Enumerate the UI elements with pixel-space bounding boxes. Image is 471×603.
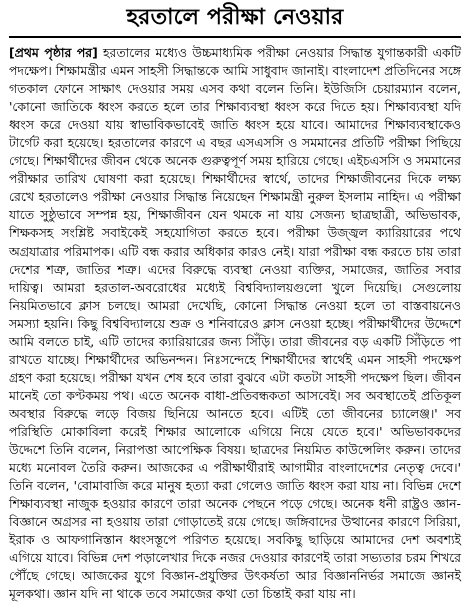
article-body [9,44,461,602]
article-headline: হরতালে পরীক্ষা নেওয়ার [126,5,344,30]
continuation-label: [প্রথম পৃষ্ঠার পর] [9,45,98,60]
article-body-text: হরতালের মধ্যেও উচ্চমাধ্যমিক পরীক্ষা নেওয়ার সিদ্ধান্ত যুগান্তকারী একটি পদক্ষেপ। শিক্ষামন্ত্রীর এমন সাহসী সিদ্ধান্তকে আমি সাধুবাদ জানাই। বাংলাদেশ প্রতিদিনের সঙ্গে গতকাল ফোনে সাক্ষাৎ দেওয়ার সময় এসব কথা বলেন তিনি। ইউজিসি চেয়ারম্যান বলেন, 'কোনো জাতিকে ধ্বংস করতে হলে তার শিক্ষাব্যবস্থা ধ্বংস করে দিতে হয়। শিক্ষাব্যবস্থা যদি ধ্বংস করে দেওয়া যায় স্বাভাবিকভাবেই জাতি ধ্বংস হয়ে যাবে। আমাদের শিক্ষাব্যবস্থাকেও টার্গেট করা হয়েছে। হরতালের কারণে এ বছর এসএসসি ও সমমানের প্রতিটি পরীক্ষা পিছিয়ে গেছে। শিক্ষার্থীদের জীবন থেকে অনেক গুরুত্বপূর্ণ সময় হারিয়ে গেছে। এইচএসসি ও সমমানের পরীক্ষার তারিখ ঘোষণা করা হয়েছে। শিক্ষার্থীদের স্বার্থে, তাদের শিক্ষাজীবনের দিকে লক্ষ্য রেখে হরতালেও পরীক্ষা নেওয়ার সিদ্ধান্ত নিয়েছেন শিক্ষামন্ত্রী নুরুল ইসলাম নাহিদ। এ পরীক্ষা যাতে সুষ্ঠুভাবে সম্পন্ন হয়, শিক্ষাজীবন যেন থমকে না যায় সেজন্য ছাত্রছাত্রী, অভিভাবক, শিক্ষকসহ সংশ্লিষ্ট সবাইকেই সহযোগিতা করতে হবে। পরীক্ষা উজ্জ্বল ক্যারিয়ারের পথে অগ্রযাত্রার পরিমাপক। এটি বন্ধ করার অধিকার কারও নেই। যারা পরীক্ষা বন্ধ করতে চায় তারা দেশের শত্রু, জাতির শত্রু। এদের বিরুদ্ধে ব্যবস্থা নেওয়া ব্যক্তির, সমাজের, জাতির সবার দায়িত্ব। আমরা হরতাল-অবরোধের মধ্যেই বিশ্ববিদ্যালয়গুলো খুলে দিয়েছি। সেগুলোয় নিয়মিতভাবে ক্লাস চলছে। আমরা দেখেছি, কোনো সিদ্ধান্ত নেওয়া হলে তা বাস্তবায়নেও সমস্যা হয়নি। কিছু বিশ্ববিদ্যালয়ে শুক্র ও শনিবারেও ক্লাস নেওয়া হচ্ছে। পরীক্ষার্থীদের উদ্দেশে আমি বলতে চাই, এটি তাদের ক্যারিয়ারের জন্য সিঁড়ি। তারা জীবনের বড় একটি সিঁড়িতে পা রাখতে যাচ্ছে। শিক্ষার্থীদের অভিনন্দন। নিঃসন্দেহে শিক্ষার্থীদের স্বার্থেই এমন সাহসী পদক্ষেপ গ্রহণ করা হয়েছে। পরীক্ষা যখন শেষ হবে তারা বুঝবে এটা কতটা সাহসী পদক্ষেপ ছিল। জীবন মানেই তো কণ্টকময় পথ। এতে অনেক বাধা-প্রতিবন্ধকতা আসবেই। সব অবস্থাতেই প্রতিকূল অবস্থার বিরুদ্ধে লড়ে বিজয় ছিনিয়ে আনতে হবে। এটিই তো জীবনের চ্যালেঞ্জ।' সব পরিস্থিতি মোকাবিলা করেই শিক্ষার আলোকে এগিয়ে নিয়ে যেতে হবে।' অভিভাবকদের উদ্দেশে তিনি বলেন, নিরাপত্তা আপেক্ষিক বিষয়। ছাত্রদের নিয়মিত কাউন্সেলিং করুন। তাদের মধ্যে মনোবল তৈরি করুন। আজকের এ পরীক্ষার্থীরাই আগামীর বাংলাদেশের নেতৃত্ব দেবে।' তিনি বলেন, 'বোমাবাজি করে মানুষ হত্যা করা গেলেও জাতি ধ্বংস করা যায় না। বিভিন্ন দেশে শিক্ষাব্যবস্থা নাজুক হওয়ার কারণে তারা অনেক পেছনে পড়ে গেছে। অনেক ধনী রাষ্ট্রও জ্ঞান-বিজ্ঞানে অগ্রসর না হওয়ায় তারা গোড়াতেই রয়ে গেছে। জঙ্গিবাদের উত্থানের কারণে সিরিয়া, ইরাক ও আফগানিস্তান ধ্বংসস্তূপে পরিণত হয়েছে। সবকিছু ছাড়িয়ে আমাদের দেশ অবশ্যই এগিয়ে যাবে। বিভিন্ন দেশ পড়ালেখার দিকে নজর দেওয়ার কারণেই তারা সভ্যতার চরম শিখরে পৌঁছে গেছে। আজকের যুগে বিজ্ঞান-প্রযুক্তির উৎকর্ষতা আর বিজ্ঞাননির্ভর সমাজে জ্ঞানই মূলকথা। জ্ঞান যদি না থাকে তবে সমাজের কথা তো চিন্তাই করা যায় না। [9,45,461,602]
headline-divider [9,36,461,38]
